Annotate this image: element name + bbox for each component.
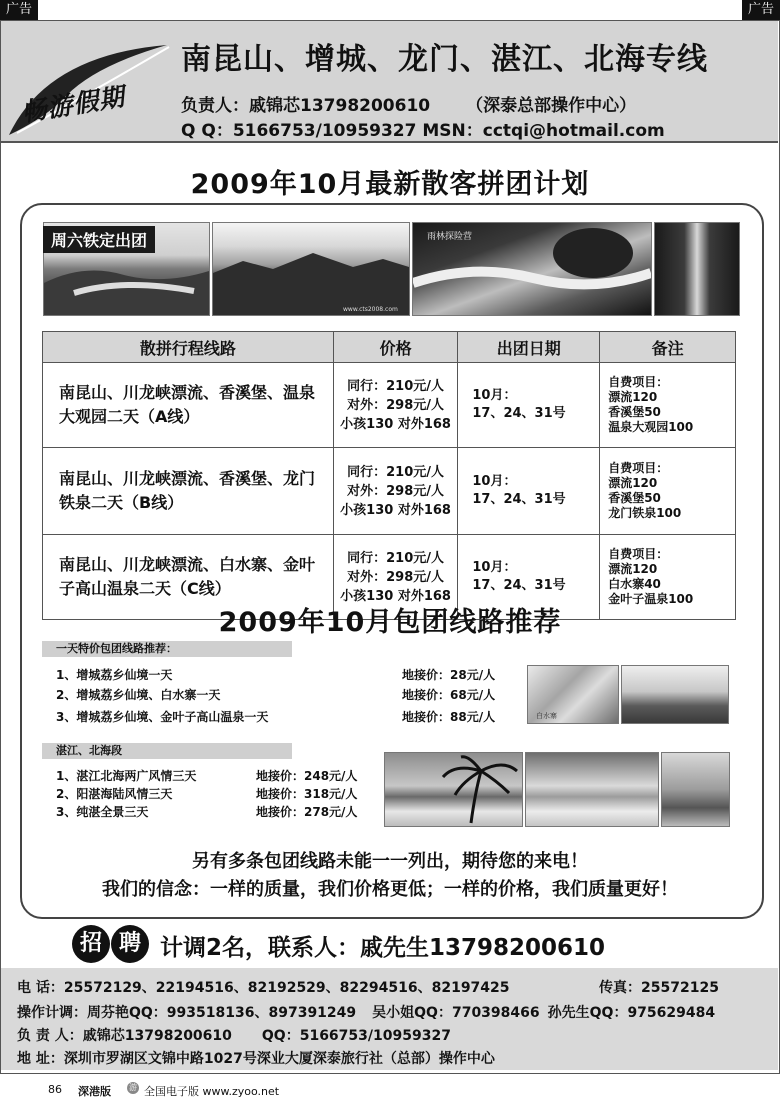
plan-title: 2009年10月最新散客拼团计划 bbox=[190, 169, 590, 200]
motto-message: 我们的信念：一样的质量，我们价格更低；一样的价格，我们质量更好！ bbox=[102, 879, 678, 900]
route-cell: 南昆山、川龙峡漂流、香溪堡、温泉大观园二天（A线） bbox=[43, 363, 334, 448]
price-peer: 同行：210元/人 bbox=[347, 464, 445, 480]
weekly-departure-label: 周六铁定出团 bbox=[43, 226, 155, 253]
recruit-badge: 聘 bbox=[111, 925, 149, 963]
photo-waterfall bbox=[654, 222, 740, 316]
oneday-price: 地接价：68元/人 bbox=[402, 688, 496, 702]
ad-tag-right: 广告 bbox=[742, 0, 780, 20]
zhanjiang-section-bar: 湛江、北海段 bbox=[42, 743, 292, 759]
date-month: 10月： bbox=[472, 388, 517, 403]
zhanjiang-price: 地接价：278元/人 bbox=[256, 805, 358, 819]
date-cell bbox=[458, 448, 600, 535]
publisher-logo-icon: 游 bbox=[129, 1083, 137, 1092]
zhanjiang-price: 地接价：318元/人 bbox=[256, 787, 358, 801]
note-line: 漂流120 bbox=[608, 562, 658, 576]
price-peer: 同行：210元/人 bbox=[347, 550, 445, 566]
route-cell: 南昆山、川龙峡漂流、香溪堡、龙门铁泉二天（B线） bbox=[43, 448, 334, 535]
date-days: 17、24、31号 bbox=[472, 406, 566, 421]
oneday-item: 2、增城荔乡仙境、白水寨一天 bbox=[56, 688, 221, 702]
date-days: 17、24、31号 bbox=[472, 492, 566, 507]
note-line: 温泉大观园100 bbox=[608, 420, 694, 434]
photo-pavilion bbox=[661, 752, 730, 827]
header-title: 南昆山、增城、龙门、湛江、北海专线 bbox=[181, 42, 708, 77]
zhanjiang-price: 地接价：248元/人 bbox=[256, 769, 358, 783]
logo bbox=[7, 35, 172, 145]
info-manager: 负 责 人：戚锦芯13798200610 bbox=[17, 1028, 232, 1044]
date-month: 10月： bbox=[472, 560, 517, 575]
photo-hot-spring bbox=[621, 665, 729, 724]
note-line: 香溪堡50 bbox=[608, 491, 661, 505]
national-edition-link[interactable]: 全国电子版 www.zyoo.net bbox=[144, 1085, 280, 1098]
info-ops-3: 孙先生QQ：975629484 bbox=[547, 1005, 716, 1021]
note-line: 自费项目： bbox=[608, 547, 669, 561]
price-child: 小孩130 对外168 bbox=[340, 502, 451, 518]
header-hq: （深泰总部操作中心） bbox=[466, 96, 637, 116]
col-date: 出团日期 bbox=[458, 332, 600, 363]
price-public: 对外：298元/人 bbox=[347, 569, 445, 585]
note-cell bbox=[600, 448, 736, 535]
info-address: 地 址：深圳市罗湖区文锦中路1027号深业大厦深泰旅行社（总部）操作中心 bbox=[17, 1051, 495, 1067]
date-month: 10月： bbox=[472, 474, 517, 489]
page-number: 86 bbox=[48, 1083, 62, 1096]
info-ops-1: 操作计调：周芬艳QQ：993518136、897391249 bbox=[17, 1005, 357, 1021]
price-public: 对外：298元/人 bbox=[347, 483, 445, 499]
date-days: 17、24、31号 bbox=[472, 578, 566, 593]
more-routes-message: 另有多条包团线路未能一一列出，期待您的来电！ bbox=[192, 851, 588, 872]
info-manager-qq: QQ：5166753/10959327 bbox=[261, 1028, 451, 1044]
table-row bbox=[43, 363, 736, 448]
header-contact bbox=[181, 91, 636, 116]
date-cell bbox=[458, 363, 600, 448]
col-price: 价格 bbox=[333, 332, 458, 363]
info-manager-line bbox=[17, 1025, 451, 1045]
oneday-item: 1、增城荔乡仙境一天 bbox=[56, 668, 173, 682]
note-line: 自费项目： bbox=[608, 375, 669, 389]
oneday-item: 3、增城荔乡仙境、金叶子高山温泉一天 bbox=[56, 710, 269, 724]
logo-text: 畅游假期 bbox=[19, 82, 127, 127]
zhanjiang-item: 1、湛江北海两广风情三天 bbox=[56, 769, 197, 783]
note-line: 自费项目： bbox=[608, 461, 669, 475]
mountains-image-icon bbox=[213, 223, 409, 315]
price-child: 小孩130 对外168 bbox=[340, 416, 451, 432]
zhanjiang-item: 3、纯湛全景三天 bbox=[56, 805, 149, 819]
note-line: 香溪堡50 bbox=[608, 405, 661, 419]
zhanjiang-item: 2、阳湛海陆风情三天 bbox=[56, 787, 173, 801]
note-line: 金叶子温泉100 bbox=[608, 592, 694, 606]
table-header-row bbox=[43, 332, 736, 363]
palm-tree-icon bbox=[385, 753, 522, 826]
info-phone-line bbox=[17, 977, 719, 997]
header-banner bbox=[1, 21, 778, 143]
oneday-section-bar: 一天特价包团线路推荐： bbox=[42, 641, 292, 657]
info-ops-2: 吴小姐QQ：770398466 bbox=[372, 1005, 540, 1021]
photo-mountains bbox=[212, 222, 410, 316]
header-qq-msn: Q Q：5166753/10959327 MSN：cctqi@hotmail.com bbox=[181, 121, 665, 141]
note-line: 漂流120 bbox=[608, 390, 658, 404]
recruit-badge: 招 bbox=[72, 925, 110, 963]
ad-tag-left: 广告 bbox=[0, 0, 38, 20]
info-ops-line bbox=[17, 1002, 715, 1022]
price-cell bbox=[333, 363, 458, 448]
table-row bbox=[43, 448, 736, 535]
oneday-price: 地接价：28元/人 bbox=[402, 668, 496, 682]
photo-caption: 雨林探险营 bbox=[427, 232, 473, 242]
photo-beach bbox=[525, 752, 659, 827]
price-peer: 同行：210元/人 bbox=[347, 378, 445, 394]
col-route: 散拼行程线路 bbox=[43, 332, 334, 363]
price-child: 小孩130 对外168 bbox=[340, 588, 451, 604]
recruit-banner bbox=[72, 925, 606, 965]
info-phone: 电 话：25572129、22194516、82192529、82294516、82197425 bbox=[17, 980, 510, 996]
note-line: 白水寨40 bbox=[608, 577, 661, 591]
header-manager: 负责人：戚锦芯13798200610 bbox=[181, 96, 431, 116]
recruit-text: 计调2名，联系人：戚先生13798200610 bbox=[160, 935, 606, 961]
note-line: 龙门铁泉100 bbox=[608, 506, 682, 520]
info-fax: 传真：25572125 bbox=[599, 980, 719, 996]
edition-label: 深港版 bbox=[78, 1085, 111, 1098]
photo-beach-palm bbox=[384, 752, 523, 827]
oneday-price: 地接价：88元/人 bbox=[402, 710, 496, 724]
photo-waterfall-closeup bbox=[527, 665, 619, 724]
price-public: 对外：298元/人 bbox=[347, 397, 445, 413]
price-cell bbox=[333, 448, 458, 535]
note-line: 漂流120 bbox=[608, 476, 658, 490]
photo-caption: 白水寨 bbox=[536, 712, 557, 720]
photo-caption: www.cts2008.com bbox=[343, 306, 398, 313]
route-cell: 南昆山、川龙峡漂流、白水寨、金叶子高山温泉二天（C线） bbox=[43, 535, 334, 620]
group-title: 2009年10月包团线路推荐 bbox=[218, 607, 562, 638]
tour-table bbox=[42, 331, 736, 620]
photo-river-rapids bbox=[412, 222, 652, 316]
col-note: 备注 bbox=[600, 332, 736, 363]
note-cell bbox=[600, 363, 736, 448]
